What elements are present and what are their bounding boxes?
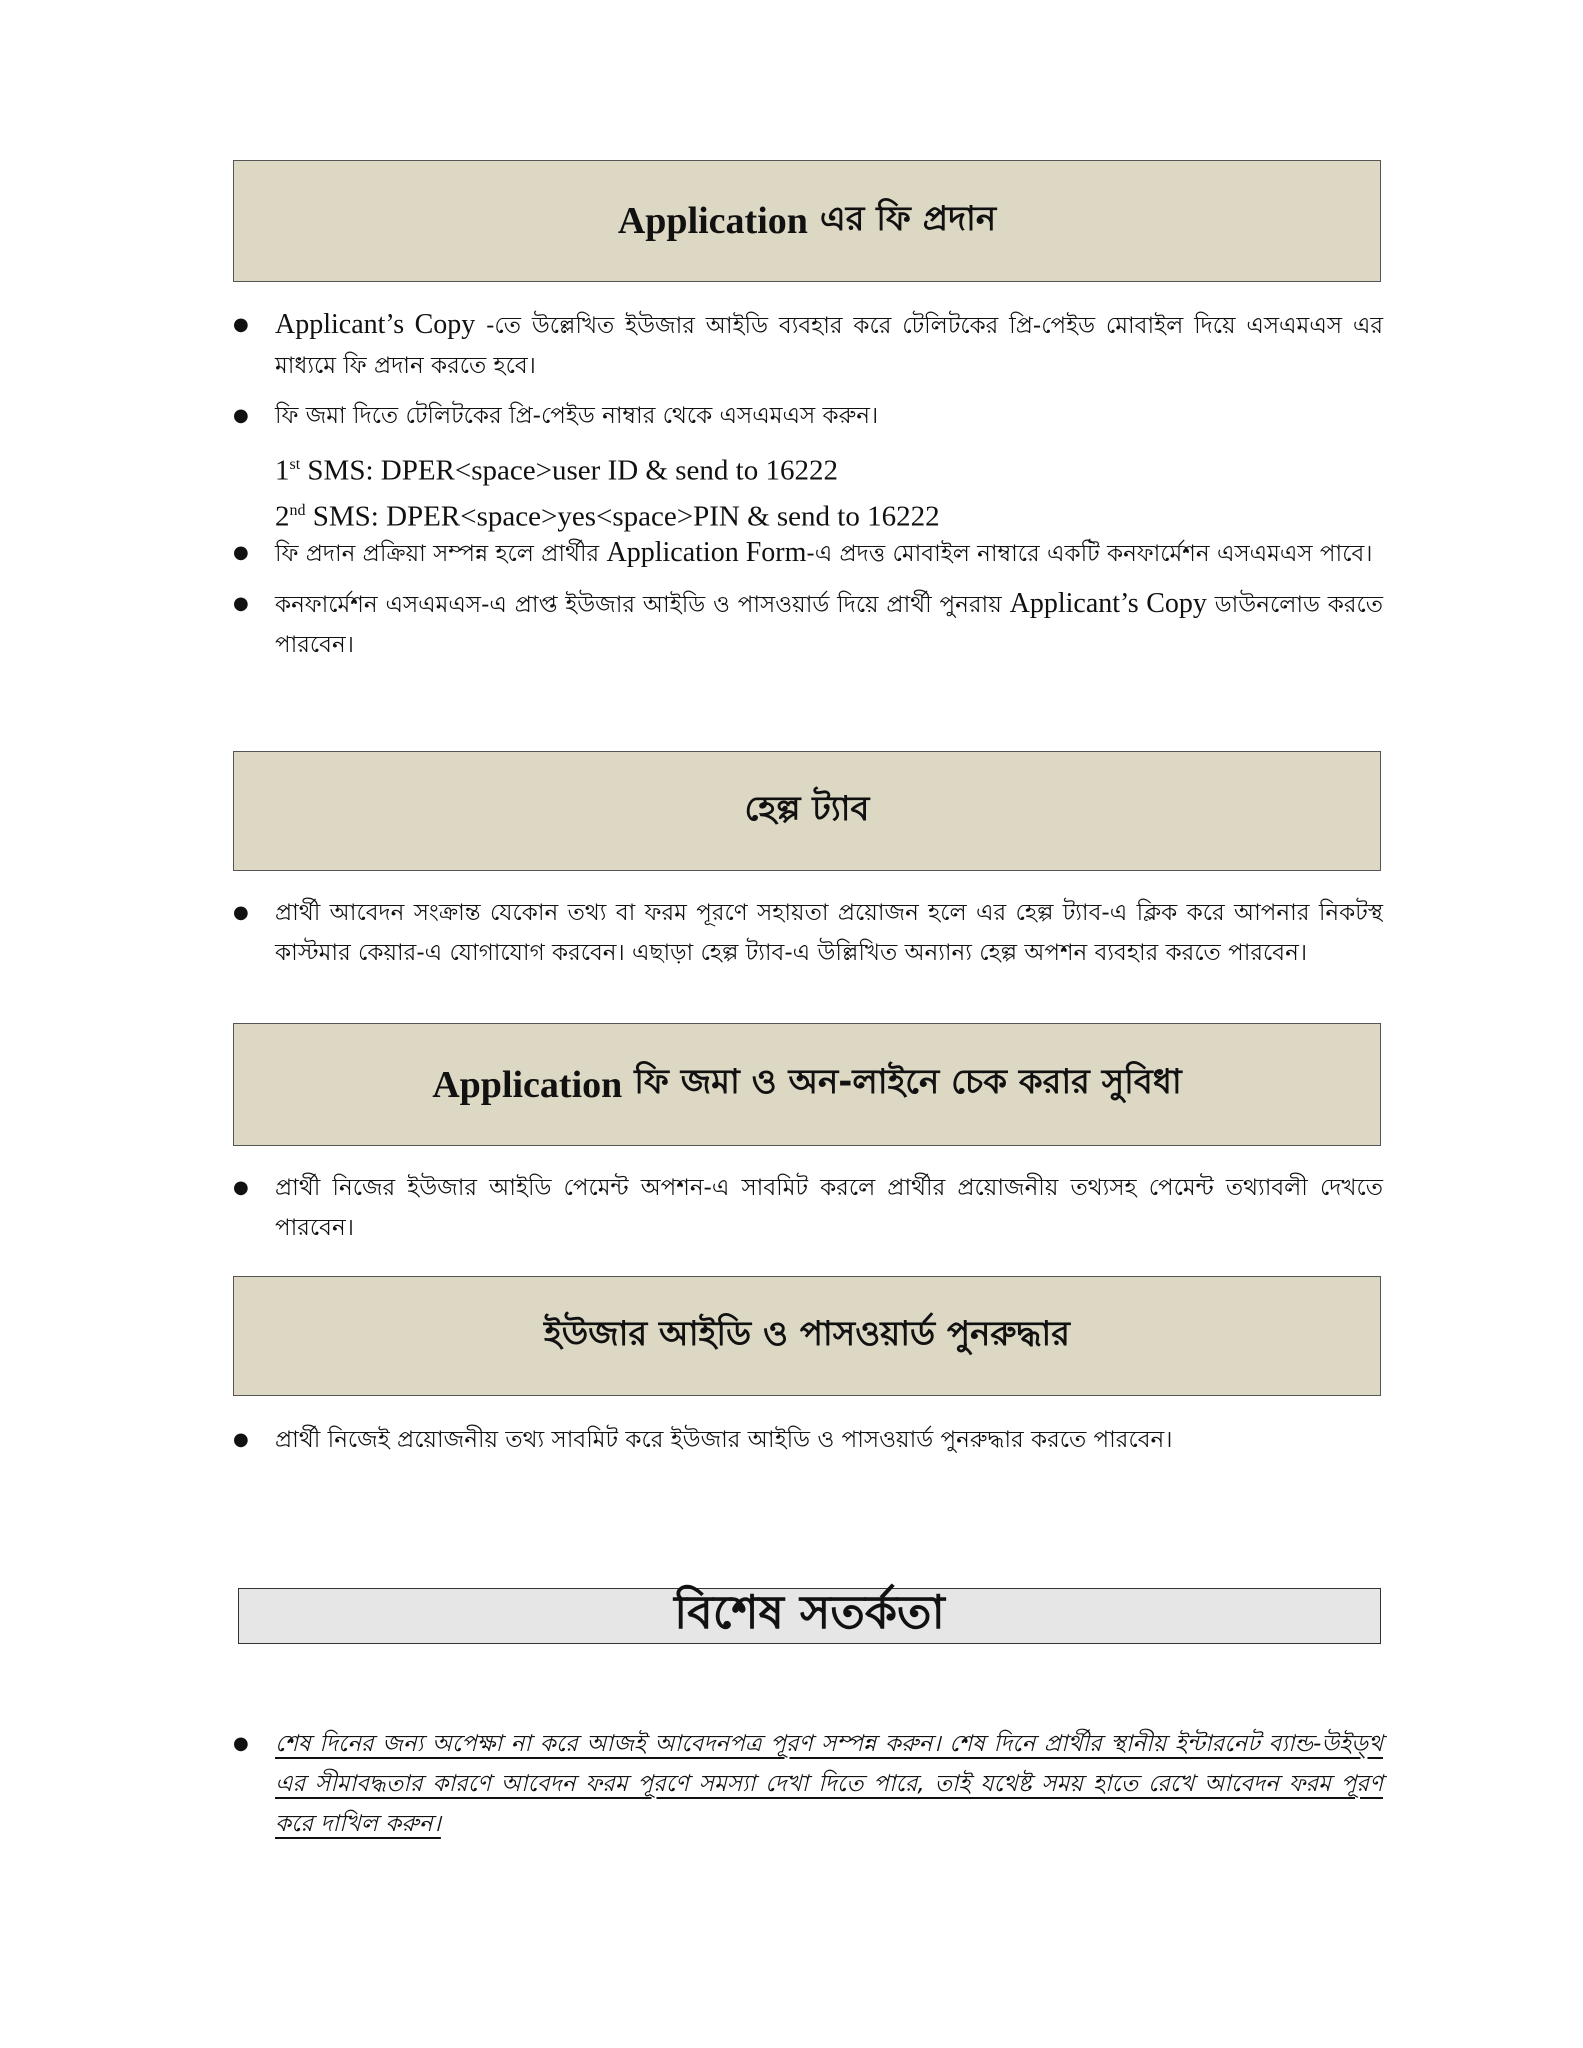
fee-check-bullet-list	[233, 1168, 1383, 1258]
sms-line-2: 2nd SMS: DPER<space>yes<space>PIN & send to 16222	[275, 500, 940, 533]
recovery-bullet-list	[233, 1420, 1383, 1470]
section-heading-fee-check	[233, 1023, 1381, 1146]
caution-bullet-list	[233, 1724, 1383, 1854]
heading-latin: Application	[432, 1063, 623, 1106]
list-item: ● প্রার্থী আবেদন সংক্রান্ত যেকোন তথ্য বা ফরম পূরণে সহায়তা প্রয়োজন হলে এর হেল্প ট্যাব-এ ক্লিক করে আপনার নিকটস্থ কাস্টমার কেয়ার-এ যোগাযোগ করবেন। এছাড়া হেল্প ট্যাব-এ উল্লিখিত অন্যান্য হেল্প অপশন ব্যবহার করতে পারবেন।	[233, 893, 1383, 973]
list-item: ● প্রার্থী নিজের ইউজার আইডি পেমেন্ট অপশন-এ সাবমিট করলে প্রার্থীর প্রয়োজনীয় তথ্যসহ পেমেন্ট তথ্যাবলী দেখতে পারবেন।	[233, 1168, 1383, 1248]
list-item: ● Applicant’s Copy -তে উল্লেখিত ইউজার আইডি ব্যবহার করে টেলিটকের প্রি-পেইড মোবাইল দিয়ে এসএমএস এর মাধ্যমে ফি প্রদান করতে হবে।	[233, 305, 1383, 386]
section-heading-special-caution	[238, 1585, 1381, 1644]
fee-bullet-list-2	[233, 533, 1383, 675]
section-heading-application-fee	[233, 160, 1381, 282]
fee-bullet-list	[233, 305, 1383, 446]
section-heading-help-tab	[233, 751, 1381, 871]
sms-instructions	[275, 445, 940, 536]
list-item: ● প্রার্থী নিজেই প্রয়োজনীয় তথ্য সাবমিট করে ইউজার আইডি ও পাসওয়ার্ড পুনরুদ্ধার করতে পারবেন।	[233, 1420, 1383, 1460]
list-item: ● শেষ দিনের জন্য অপেক্ষা না করে আজই আবেদনপত্র পূরণ সম্পন্ন করুন। শেষ দিনে প্রার্থীর স্থানীয় ইন্টারনেট ব্যান্ড-উইড্থ এর সীমাবদ্ধতার কারণে আবেদন ফরম পূরণে সমস্যা দেখা দিতে পারে, তাই যথেষ্ট সময় হাতে রেখে আবেদন ফরম পূরণ করে দাখিল করুন।	[233, 1724, 1383, 1844]
list-item: ● কনফার্মেশন এসএমএস-এ প্রাপ্ত ইউজার আইডি ও পাসওয়ার্ড দিয়ে প্রার্থী পুনরায় Applicant’s Copy ডাউনলোড করতে পারবেন।	[233, 584, 1383, 665]
heading-text: বিশেষ সতর্কতা	[674, 1585, 945, 1639]
list-item: ● ফি জমা দিতে টেলিটকের প্রি-পেইড নাম্বার থেকে এসএমএস করুন।	[233, 396, 1383, 436]
sms-line-1: 1st SMS: DPER<space>user ID & send to 16222	[275, 454, 838, 487]
list-item: ● ফি প্রদান প্রক্রিয়া সম্পন্ন হলে প্রার্থীর Application Form-এ প্রদত্ত মোবাইল নাম্বারে একটি কনফার্মেশন এসএমএস পাবে।	[233, 533, 1383, 574]
heading-text: ইউজার আইডি ও পাসওয়ার্ড পুনরুদ্ধার	[544, 1313, 1070, 1354]
heading-latin: Application	[617, 200, 808, 242]
help-bullet-list	[233, 893, 1383, 983]
heading-text: ফি জমা ও অন-লাইনে চেক করার সুবিধা	[634, 1062, 1182, 1102]
heading-text: এর ফি প্রদান	[819, 198, 997, 239]
heading-text: হেল্প ট্যাব	[744, 788, 870, 829]
section-heading-recovery	[233, 1276, 1381, 1396]
